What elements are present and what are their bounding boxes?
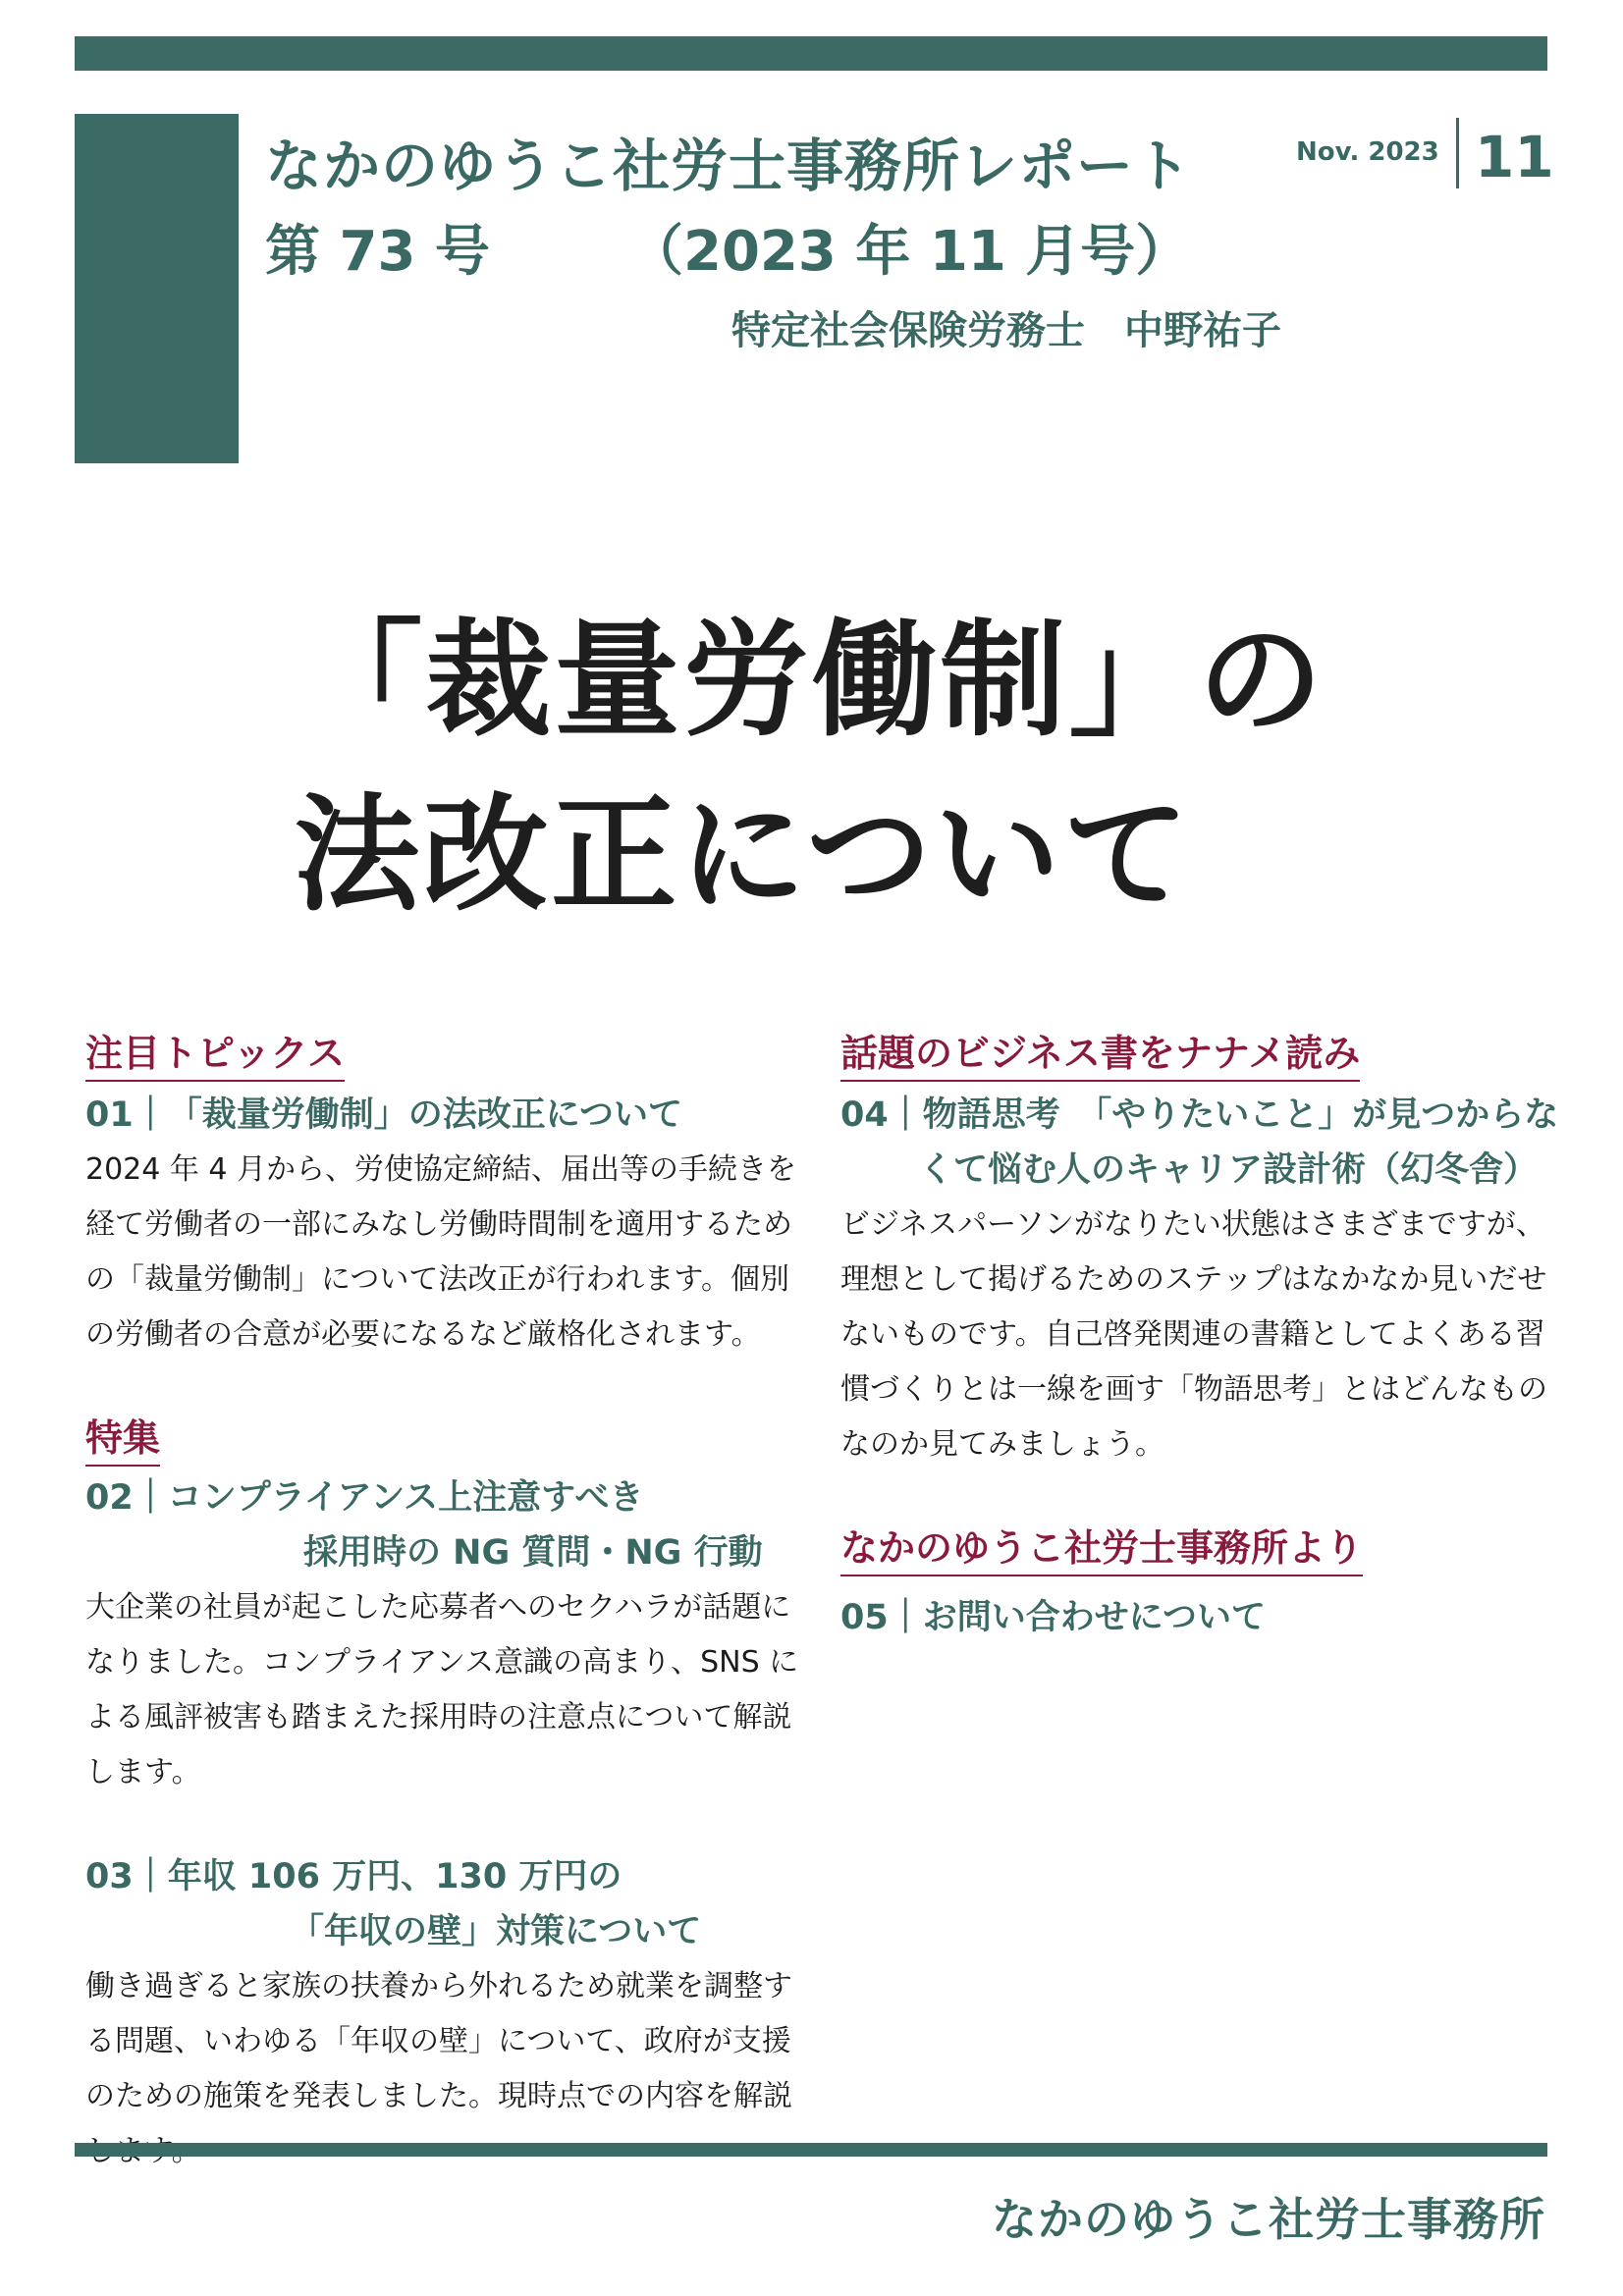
- article-04-title: [840, 1088, 1557, 1198]
- headline-line-1: 「裁量労働制」の: [297, 608, 1326, 754]
- article-04-title-line-1: 04｜物語思考 「やりたいこと」が見つからな: [840, 1095, 1559, 1135]
- article-02-body: 大企業の社員が起こした応募者へのセクハラが話題になりました。コンプライアンス意識の高まり、SNS による風評被害も踏まえた採用時の注意点について解説します。: [85, 1589, 799, 1789]
- side-decorative-block: [75, 114, 239, 463]
- article-01-body: 2024 年 4 月から、労使協定締結、届出等の手続きを経て労働者の一部にみなし労働時間制を適用するための「裁量労働制」について法改正が行われます。個別の労働者の合意が必要になるなど厳格化されます。: [85, 1151, 797, 1352]
- article-02-title: [85, 1470, 802, 1580]
- footer-office-name: なかのゆうこ社労士事務所: [992, 2193, 1545, 2246]
- issue-date: （2023 年 11 月号）: [628, 220, 1191, 284]
- issue-number: 第 73 号: [265, 220, 490, 284]
- month-label: Nov. 2023: [1296, 137, 1439, 167]
- article-05-title: 05｜お問い合わせについて: [840, 1597, 1267, 1637]
- section-heading-feature: 特集: [85, 1419, 160, 1467]
- article-03-title-line-1: 03｜年収 106 万円、130 万円の: [85, 1856, 622, 1896]
- article-02-title-line-2: 採用時の NG 質問・NG 行動: [303, 1532, 763, 1573]
- report-title: なかのゆうこ社労士事務所レポート: [265, 133, 1193, 199]
- article-04-title-line-2: くて悩む人のキャリア設計術（幻冬舎）: [919, 1149, 1539, 1190]
- article-02-title-line-1: 02｜コンプライアンス上注意すべき: [85, 1477, 644, 1518]
- bottom-decorative-bar: [75, 2143, 1547, 2157]
- article-03-title: [85, 1849, 802, 1959]
- left-column: [85, 1032, 802, 2179]
- article-03-title-line-2: 「年収の壁」対策について: [290, 1911, 702, 1951]
- top-decorative-bar: [75, 36, 1547, 71]
- section-heading-books: 話題のビジネス書をナナメ読み: [840, 1035, 1360, 1082]
- author-name: 特定社会保険労務士 中野祐子: [731, 308, 1281, 353]
- month-number: 11: [1475, 124, 1554, 190]
- article-03-body: 働き過ぎると家族の扶養から外れるため就業を調整する問題、いわゆる「年収の壁」について、政府が支援のための施策を発表しました。現時点での内容を解説: [85, 1968, 792, 2113]
- main-headline: [0, 594, 1623, 943]
- section-heading-topics: 注目トピックス: [85, 1035, 345, 1082]
- section-heading-office: なかのゆうこ社労士事務所より: [840, 1529, 1363, 1576]
- vertical-divider: [1456, 118, 1459, 188]
- article-01-title: 01｜「裁量労働制」の法改正について: [85, 1095, 683, 1135]
- right-column: [840, 1032, 1559, 1645]
- headline-line-2: 法改正について: [294, 782, 1192, 929]
- article-04-body: ビジネスパーソンがなりたい状態はさまざまですが、理想として掲げるためのステップはなかなか見いだせないものです。自己啓発関連の書籍としてよくある習慣づくりとは一線を画す「物語思考」とはどんなものなのか見てみましょう。: [840, 1206, 1547, 1462]
